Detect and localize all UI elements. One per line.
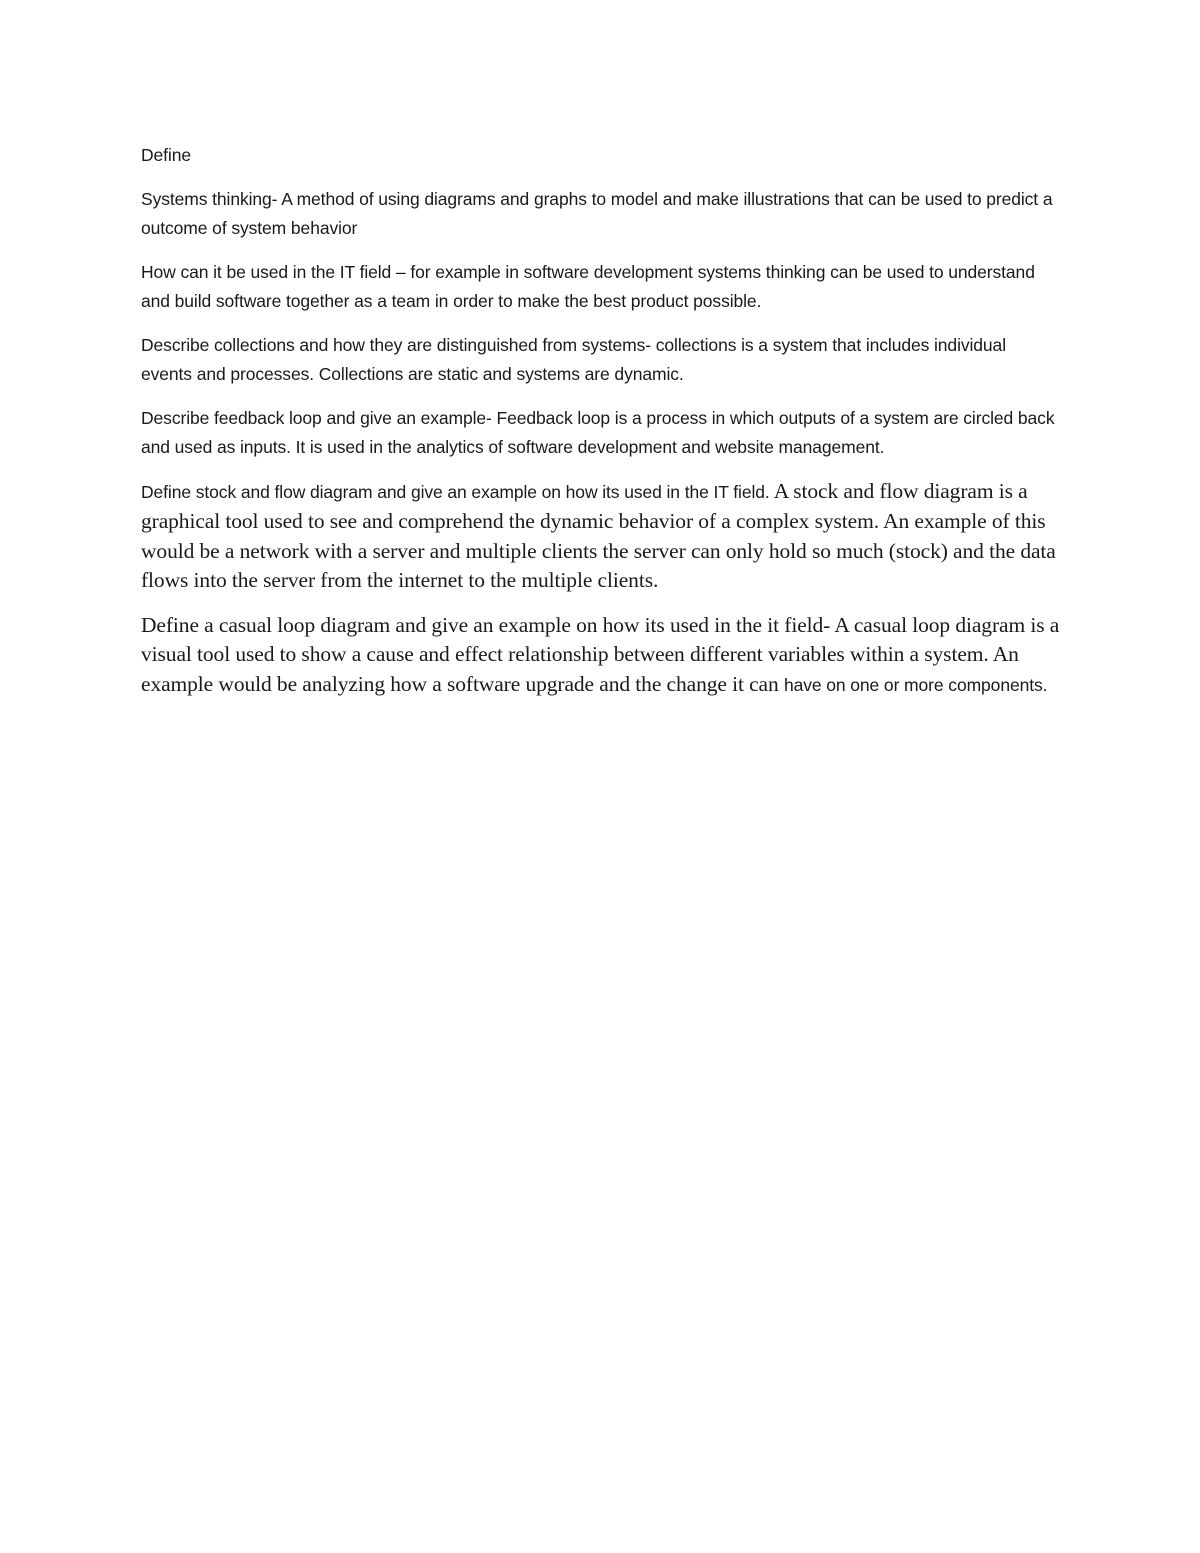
paragraph-feedback-loop: Describe feedback loop and give an example- Feedback loop is a process in which outputs of a system are circled back and used as inputs. It is used in the analytics of software development and website management. <box>141 408 1055 457</box>
paragraph-collections: Describe collections and how they are distinguished from systems- collections is a system that includes individual events and processes. Collections are static and systems are dynamic. <box>141 335 1006 384</box>
paragraph-it-field: How can it be used in the IT field – for example in software development systems thinking can be used to understand and build software together as a team in order to make the best product possible. <box>141 262 1035 311</box>
causal-loop-main: Define a casual loop diagram and give an example on how its used in the it field- A casual loop diagram is a visual tool used to show a cause and effect relationship between different variables within a system. An example would be analyzing how a software upgrade and the change it can <box>141 612 1060 696</box>
document-body <box>141 141 1061 700</box>
stock-flow-question: Define stock and flow diagram and give an example on how its used in the IT field. <box>141 482 770 502</box>
paragraph-causal-loop <box>141 611 1061 700</box>
paragraph-stock-flow <box>141 477 1061 596</box>
causal-loop-tail: have on one or more components. <box>783 674 1048 695</box>
document-heading: Define <box>141 145 191 165</box>
paragraph-systems-thinking: Systems thinking- A method of using diagrams and graphs to model and make illustrations that can be used to predict a outcome of system behavior <box>141 189 1053 238</box>
stock-flow-answer: A stock and flow diagram is a graphical tool used to see and comprehend the dynamic behavior of a complex system. An example of this would be a network with a server and multiple clients the server can only hold so much (stock) and the data flows into the server from the internet to the multiple clients. <box>141 479 1056 592</box>
